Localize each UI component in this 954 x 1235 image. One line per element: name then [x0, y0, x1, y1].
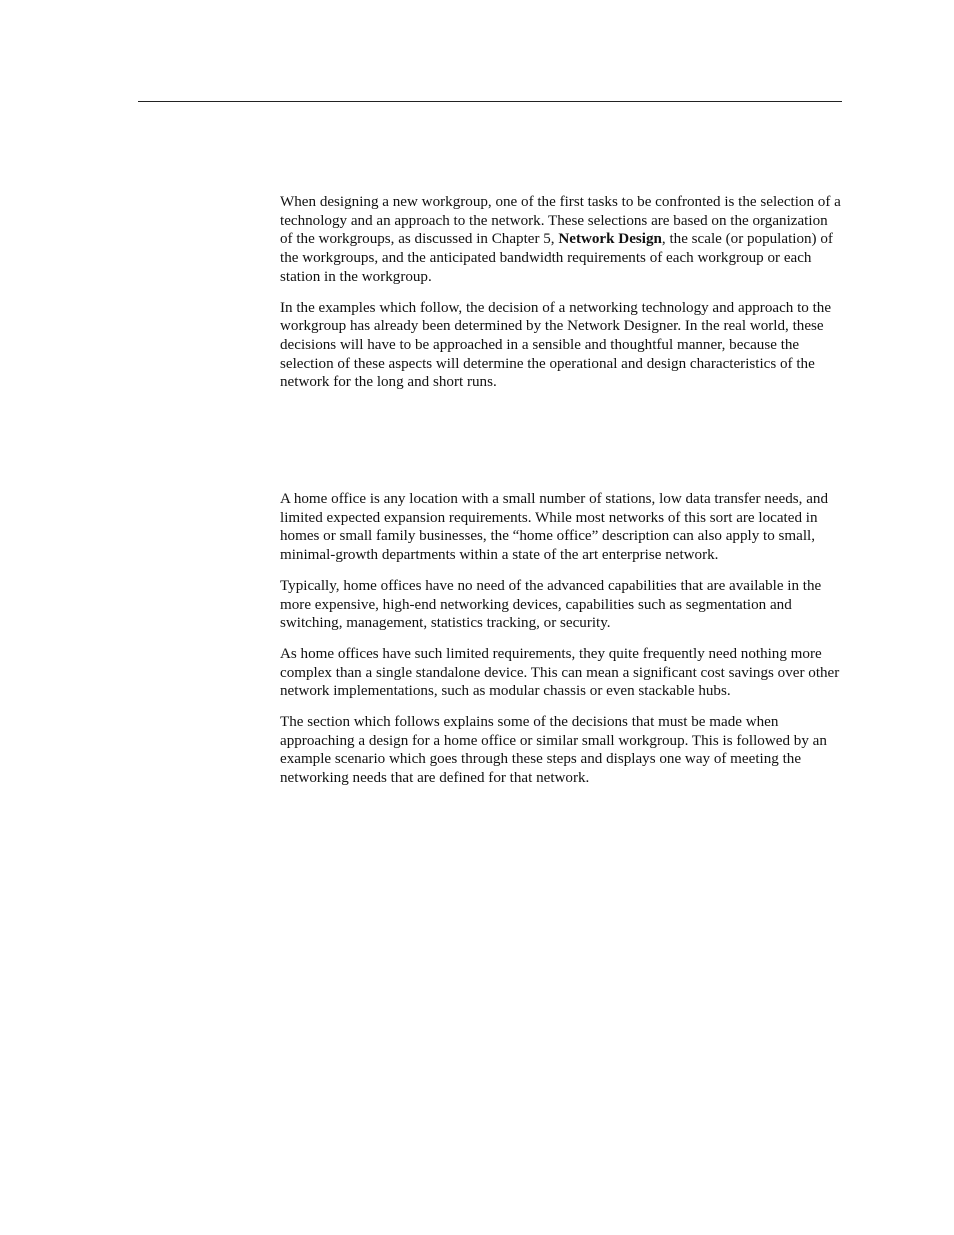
intro-section — [280, 193, 842, 404]
intro-paragraph-2: In the examples which follow, the decision of a networking technology and approach to the workgroup has already been determined by the Network Designer. In the real world, these decisions will have to be approached in a sensible and thoughtful manner, because the selection of these aspects will determine the operational and design characteristics of the network for the long and short runs. — [280, 299, 832, 391]
intro-paragraph-1 — [280, 193, 842, 287]
home-office-paragraph-4: The section which follows explains some of the decisions that must be made when approaching a design for a home office or similar small workgroup. This is followed by an example scenario which goes through these steps and displays one way of meeting the networking needs that are defined for that network. — [280, 714, 827, 787]
intro-paragraph-1-text-a: When designing a new workgroup, one of the first tasks to be confronted is the selection of a technology and an approach to the network. These selections are based on the organization of the workgroups, as discussed in Chapter 5, — [280, 194, 841, 248]
header-rule — [138, 101, 842, 102]
home-office-section — [280, 490, 842, 800]
intro-paragraph-1-text-b: , the scale (or population) of the workgroups, and the anticipated bandwidth requirements of each workgroup or each station in the workgroup. — [280, 231, 833, 285]
home-office-paragraph-2: Typically, home offices have no need of the advanced capabilities that are available in the more expensive, high-end networking devices, capabilities such as segmentation and switching, management, statistics tracking, or security. — [280, 577, 822, 632]
home-office-paragraph-3: As home offices have such limited requirements, they quite frequently need nothing more complex than a single standalone device. This can mean a significant cost savings over other network implementations, such as modular chassis or even stackable hubs. — [280, 645, 840, 700]
home-office-paragraph-1: A home office is any location with a small number of stations, low data transfer needs, and limited expected expansion requirements. While most networks of this sort are located in homes or small family businesses, the “home office” description can also apply to small, minimal-growth departments within a state of the art enterprise network. — [280, 491, 828, 564]
chapter-reference: Network Design — [558, 231, 662, 248]
